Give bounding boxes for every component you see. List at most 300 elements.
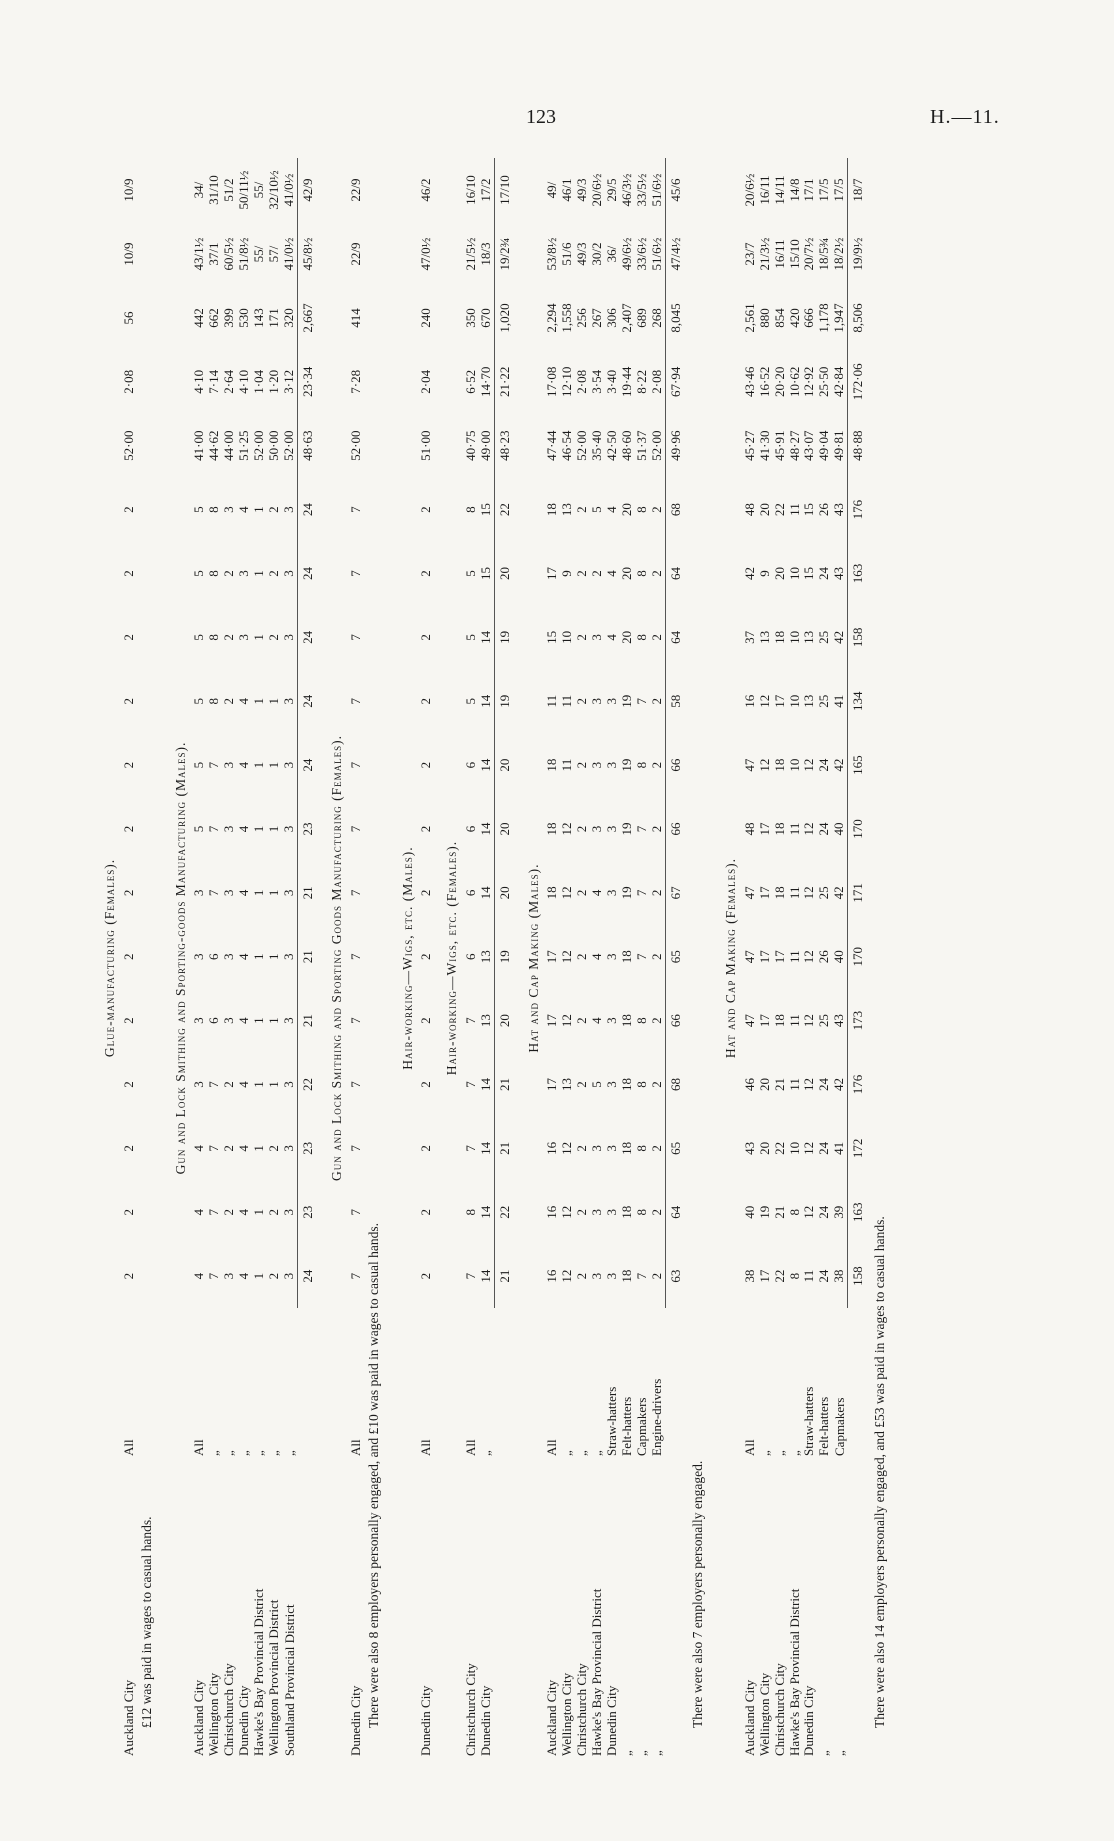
total-cell: 67·94 [665,350,686,414]
value-cell: 2 [648,1145,664,1152]
value-cell: 662 [206,308,222,328]
value-cell: 2 [221,1081,237,1088]
value-cell: 20·20 [771,366,787,397]
value-cell: 5 [191,697,207,705]
value-cell: 20 [618,630,634,644]
value-cell: 6·52 [462,369,478,394]
value-cell: 17 [756,1269,772,1283]
value-cell: 51/8½ [236,237,252,271]
value-cell: 12 [801,1014,817,1028]
value-cell: 21/3½ [756,237,772,271]
value-cell: 51·37 [633,430,649,461]
value-cell: 1 [266,889,282,897]
value-cell: 10/9 [120,242,136,266]
value-cell: 2·08 [574,369,590,394]
value-cell: 1 [251,506,267,513]
value-cell: 43 [741,1141,757,1155]
value-cell: 11 [786,822,802,836]
table-row [349,158,364,1758]
section-title: Gun and Lock Smithing and Sporting Goods Manufacturing (Females). [328,735,344,1181]
total-cell: 1,020 [494,286,515,350]
value-cell: 18 [771,630,787,644]
value-cell: 2 [574,634,590,641]
value-cell: 7 [347,697,363,705]
value-cell: 3 [589,825,605,833]
value-cell: 19·44 [618,366,634,397]
value-cell: 3 [221,889,237,897]
value-cell: 3 [281,697,297,705]
value-cell: 42·84 [831,366,847,397]
value-cell: 3 [604,953,619,960]
value-cell: 23/7 [741,242,757,266]
value-cell: 47 [741,950,757,964]
occupation-cell: All [418,1439,434,1456]
value-cell: 18 [618,1141,634,1155]
value-cell: 17 [756,822,772,836]
value-cell: 12 [801,822,817,836]
value-cell: 20 [756,1077,772,1091]
value-cell: 2 [418,1145,434,1152]
value-cell: 3 [281,889,297,897]
value-cell: 4 [236,761,252,769]
value-cell: 49·00 [477,430,493,461]
value-cell: 5 [589,506,605,513]
total-cell: 48·88 [848,414,869,478]
total-cell: 19 [494,925,515,989]
section-heading-row [516,158,546,1758]
value-cell: 4 [604,634,619,641]
value-cell: 3 [221,1017,237,1024]
value-cell: 3 [589,1272,605,1280]
table-row [192,158,207,1758]
value-cell: 3 [221,761,237,769]
occupation-cell: „ [281,1450,297,1456]
value-cell: 3 [191,1081,207,1088]
value-cell: 2 [266,506,282,513]
value-cell: 33/5½ [633,173,649,207]
value-cell: 2 [648,1017,664,1024]
value-cell: 18 [618,1014,634,1028]
table-row [419,158,434,1758]
value-cell: 4·10 [236,369,252,394]
value-cell: 2 [648,1208,664,1216]
value-cell: 7 [206,825,222,833]
value-cell: 40·75 [462,430,478,461]
occupation-cell: „ [559,1450,575,1456]
value-cell: 2 [648,634,664,641]
value-cell: 12 [559,1269,575,1283]
value-cell: 1 [251,634,267,641]
occupation-cell: Felt-hatters [618,1396,634,1456]
value-cell: 1 [251,570,267,577]
value-cell: 7 [633,1272,649,1280]
value-cell: 3 [604,889,619,897]
value-cell: 25·50 [816,366,832,397]
value-cell: 268 [648,308,664,328]
value-cell: 21/5½ [462,237,478,271]
value-cell: 25 [816,886,832,900]
value-cell: 49·81 [831,430,847,461]
table-row [605,158,620,1758]
value-cell: 5 [191,634,207,641]
table-row [560,158,575,1758]
value-cell: 2 [418,889,434,897]
locality-cell: Auckland City [191,1679,207,1756]
value-cell: 13 [477,1014,493,1028]
value-cell: 13 [801,694,817,708]
wages-table [92,158,896,1758]
section-title: Hat and Cap Making (Females). [723,857,739,1059]
value-cell: 29/5 [604,178,619,202]
value-cell: 7 [347,1145,363,1152]
value-cell: 2 [120,634,136,641]
value-cell: 11 [559,694,575,708]
total-cell: 176 [848,1053,869,1117]
value-cell: 16/11 [771,239,787,269]
section-heading-row [390,158,420,1758]
value-cell: 2 [120,1081,136,1088]
value-cell: 1,178 [816,303,832,333]
value-cell: 7 [347,1208,363,1216]
section-heading-row [713,158,743,1758]
value-cell: 10/9 [120,178,136,202]
value-cell: 5 [462,570,478,577]
value-cell: 42 [831,758,847,772]
value-cell: 51/2 [221,178,237,202]
value-cell: 5 [462,634,478,641]
value-cell: 18 [618,1269,634,1283]
total-row [494,158,515,1758]
value-cell: 7 [347,953,363,960]
value-cell: 17/5 [816,178,832,202]
value-cell: 8 [633,1081,649,1088]
table-row [590,158,605,1758]
value-cell: 24 [816,1077,832,1091]
section-title: Hat and Cap Making (Males). [525,863,541,1053]
occupation-cell: „ [574,1450,590,1456]
value-cell: 24 [816,822,832,836]
value-cell: 2 [648,761,664,769]
total-cell: 23 [298,797,319,861]
locality-cell: „ [816,1750,832,1756]
value-cell: 12 [801,950,817,964]
section-title: Glue-manufacturing (Females). [102,858,117,1058]
value-cell: 2 [589,570,605,577]
value-cell: 7 [347,825,363,833]
total-cell: 48·63 [298,414,319,478]
value-cell: 57/ [266,245,282,263]
total-cell: 21 [494,1053,515,1117]
value-cell: 3 [281,761,297,769]
value-cell: 8 [633,1017,649,1024]
occupation-cell: „ [478,1450,494,1456]
value-cell: 18 [771,886,787,900]
value-cell: 2 [120,761,136,769]
value-cell: 7 [206,1145,222,1152]
value-cell: 14 [477,1077,493,1091]
value-cell: 51·00 [418,430,434,461]
value-cell: 2 [221,570,237,577]
value-cell: 4 [236,506,252,513]
section-note: £12 was paid in wages to casual hands. [139,1516,155,1728]
value-cell: 666 [801,308,817,328]
value-cell: 15 [544,630,560,644]
value-cell: 7 [633,825,649,833]
value-cell: 3 [604,697,619,705]
value-cell: 14 [477,886,493,900]
value-cell: 42 [741,566,757,580]
total-cell: 21 [298,861,319,925]
value-cell: 41·30 [756,430,772,461]
value-cell: 25 [816,694,832,708]
value-cell: 3 [236,634,252,641]
value-cell: 3 [221,953,237,960]
table-row [252,158,267,1758]
value-cell: 21 [771,1077,787,1091]
value-cell: 854 [771,308,787,328]
value-cell: 8·22 [633,369,649,394]
value-cell: 7 [633,697,649,705]
value-cell: 3 [281,634,297,641]
value-cell: 7 [633,953,649,960]
value-cell: 18 [544,886,560,900]
value-cell: 8 [633,1145,649,1152]
value-cell: 2 [120,697,136,705]
value-cell: 21 [771,1205,787,1219]
value-cell: 6 [462,889,478,897]
value-cell: 18 [618,950,634,964]
value-cell: 2 [574,1208,590,1216]
value-cell: 143 [251,308,267,328]
total-cell: 173 [848,989,869,1053]
total-cell: 22 [494,478,515,542]
series-code: H.—11. [930,106,1000,128]
value-cell: 2 [120,1145,136,1152]
value-cell: 3 [604,1081,619,1088]
value-cell: 47 [741,1014,757,1028]
value-cell: 4 [589,889,605,897]
table-row [802,158,817,1758]
value-cell: 16 [544,1269,560,1283]
locality-cell: Wellington Provincial District [266,1599,282,1756]
value-cell: 2 [648,506,664,513]
value-cell: 46/2 [418,178,434,202]
value-cell: 350 [462,308,478,328]
value-cell: 52·00 [648,430,664,461]
page-number: 123 [526,106,556,128]
value-cell: 20/7½ [801,237,817,271]
locality-cell: Christchurch City [771,1663,787,1756]
value-cell: 24 [816,566,832,580]
value-cell: 2 [221,697,237,705]
value-cell: 11 [544,694,560,708]
value-cell: 20 [756,1141,772,1155]
value-cell: 2 [221,1145,237,1152]
occupation-cell: „ [266,1450,282,1456]
value-cell: 38 [741,1269,757,1283]
value-cell: 15 [801,503,817,517]
value-cell: 40 [831,822,847,836]
total-cell: 22 [494,1180,515,1244]
value-cell: 14 [477,630,493,644]
section-heading-row [319,158,349,1758]
value-cell: 11 [559,758,575,772]
value-cell: 17 [771,950,787,964]
value-cell: 41/0½ [281,173,297,207]
value-cell: 2 [418,634,434,641]
value-cell: 37 [741,630,757,644]
value-cell: 4 [236,889,252,897]
occupation-cell: All [120,1439,136,1456]
total-cell: 8,506 [848,286,869,350]
value-cell: 6 [462,761,478,769]
value-cell: 52·00 [120,430,136,461]
value-cell: 14 [477,1205,493,1219]
value-cell: 18 [618,1205,634,1219]
locality-cell: Christchurch City [462,1663,478,1756]
value-cell: 53/8½ [544,237,560,271]
value-cell: 2 [574,1017,590,1024]
value-cell: 12 [559,1141,575,1155]
occupation-cell: „ [251,1450,267,1456]
value-cell: 47·44 [544,430,560,461]
locality-cell: Auckland City [741,1679,757,1756]
value-cell: 50·00 [266,430,282,461]
table-row [743,158,758,1758]
total-cell [298,1458,319,1758]
value-cell: 2 [574,697,590,705]
value-cell: 4 [589,953,605,960]
table-row [479,158,494,1758]
value-cell: 49·04 [816,430,832,461]
value-cell: 442 [191,308,207,328]
total-cell: 170 [848,925,869,989]
value-cell: 1 [251,1017,267,1024]
value-cell: 46/1 [559,178,575,202]
value-cell: 7 [347,1017,363,1024]
section-title: Hair-working—Wigs, etc. (Females). [444,840,460,1076]
total-cell: 163 [848,1180,869,1244]
value-cell: 2,407 [618,303,634,333]
value-cell: 3 [604,825,619,833]
locality-cell: „ [633,1750,649,1756]
value-cell: 12 [756,758,772,772]
value-cell: 55/ [251,245,267,263]
value-cell: 22 [771,503,787,517]
value-cell: 8 [633,570,649,577]
value-cell: 12 [559,1014,575,1028]
total-cell: 18/7 [848,158,869,222]
value-cell: 13 [559,1077,575,1091]
locality-cell: Wellington City [756,1672,772,1756]
value-cell: 267 [589,308,605,328]
value-cell: 8 [633,761,649,769]
value-cell: 7 [633,889,649,897]
total-cell: 24 [298,478,319,542]
value-cell: 31/10 [206,175,222,205]
value-cell: 40 [741,1205,757,1219]
value-cell: 2 [418,1272,434,1280]
total-cell: 66 [665,989,686,1053]
value-cell: 18 [544,822,560,836]
value-cell: 1 [266,1017,282,1024]
total-cell: 21 [494,1244,515,1308]
value-cell: 2 [418,761,434,769]
value-cell: 3 [281,1208,297,1216]
value-cell: 47 [741,886,757,900]
value-cell: 14/11 [771,175,787,205]
value-cell: 4 [589,1017,605,1024]
value-cell: 18 [771,758,787,772]
value-cell: 2 [120,1272,136,1280]
value-cell: 48 [741,822,757,836]
value-cell: 26 [816,503,832,517]
total-cell: 163 [848,542,869,606]
value-cell: 3 [604,1208,619,1216]
value-cell: 18/3 [477,242,493,266]
value-cell: 3 [604,761,619,769]
total-cell: 58 [665,669,686,733]
value-cell: 19 [618,694,634,708]
value-cell: 14 [477,1269,493,1283]
value-cell: 4 [604,506,619,513]
value-cell: 40 [831,950,847,964]
value-cell: 24 [816,758,832,772]
value-cell: 11 [786,1014,802,1027]
value-cell: 3 [236,570,252,577]
value-cell: 10 [786,758,802,772]
value-cell: 7 [347,506,363,513]
value-cell: 18 [771,1014,787,1028]
value-cell: 3 [281,1145,297,1152]
value-cell: 16 [544,1141,560,1155]
value-cell: 1 [266,697,282,705]
section-note: There were also 7 employers personally engaged. [689,1460,705,1728]
locality-cell: Auckland City [120,1679,136,1756]
value-cell: 33/6½ [633,237,649,271]
value-cell: 2 [574,1145,590,1152]
value-cell: 19 [618,822,634,836]
value-cell: 3 [589,761,605,769]
value-cell: 16/10 [462,175,478,205]
total-cell: 64 [665,542,686,606]
table-row [758,158,773,1758]
value-cell: 46 [741,1077,757,1091]
value-cell: 46/3½ [618,173,634,207]
value-cell: 7·14 [206,369,222,394]
value-cell: 3·12 [281,369,297,394]
value-cell: 45·27 [741,430,757,461]
table-row [464,158,479,1758]
value-cell: 11 [786,950,802,963]
value-cell: 8 [206,506,222,513]
table-row [788,158,803,1758]
section-title: Hair-working—Wigs, etc. (Males). [399,846,415,1070]
value-cell: 2 [418,506,434,513]
value-cell: 2 [221,1208,237,1216]
value-cell: 17 [544,1014,560,1028]
value-cell: 3 [589,697,605,705]
value-cell: 16·52 [756,366,772,397]
total-cell: 65 [665,925,686,989]
value-cell: 414 [347,308,363,328]
value-cell: 52·00 [574,430,590,461]
value-cell: 47/0½ [418,237,434,271]
table-row [267,158,282,1758]
value-cell: 1 [251,1145,267,1152]
total-cell: 63 [665,1244,686,1308]
total-row [298,158,319,1758]
